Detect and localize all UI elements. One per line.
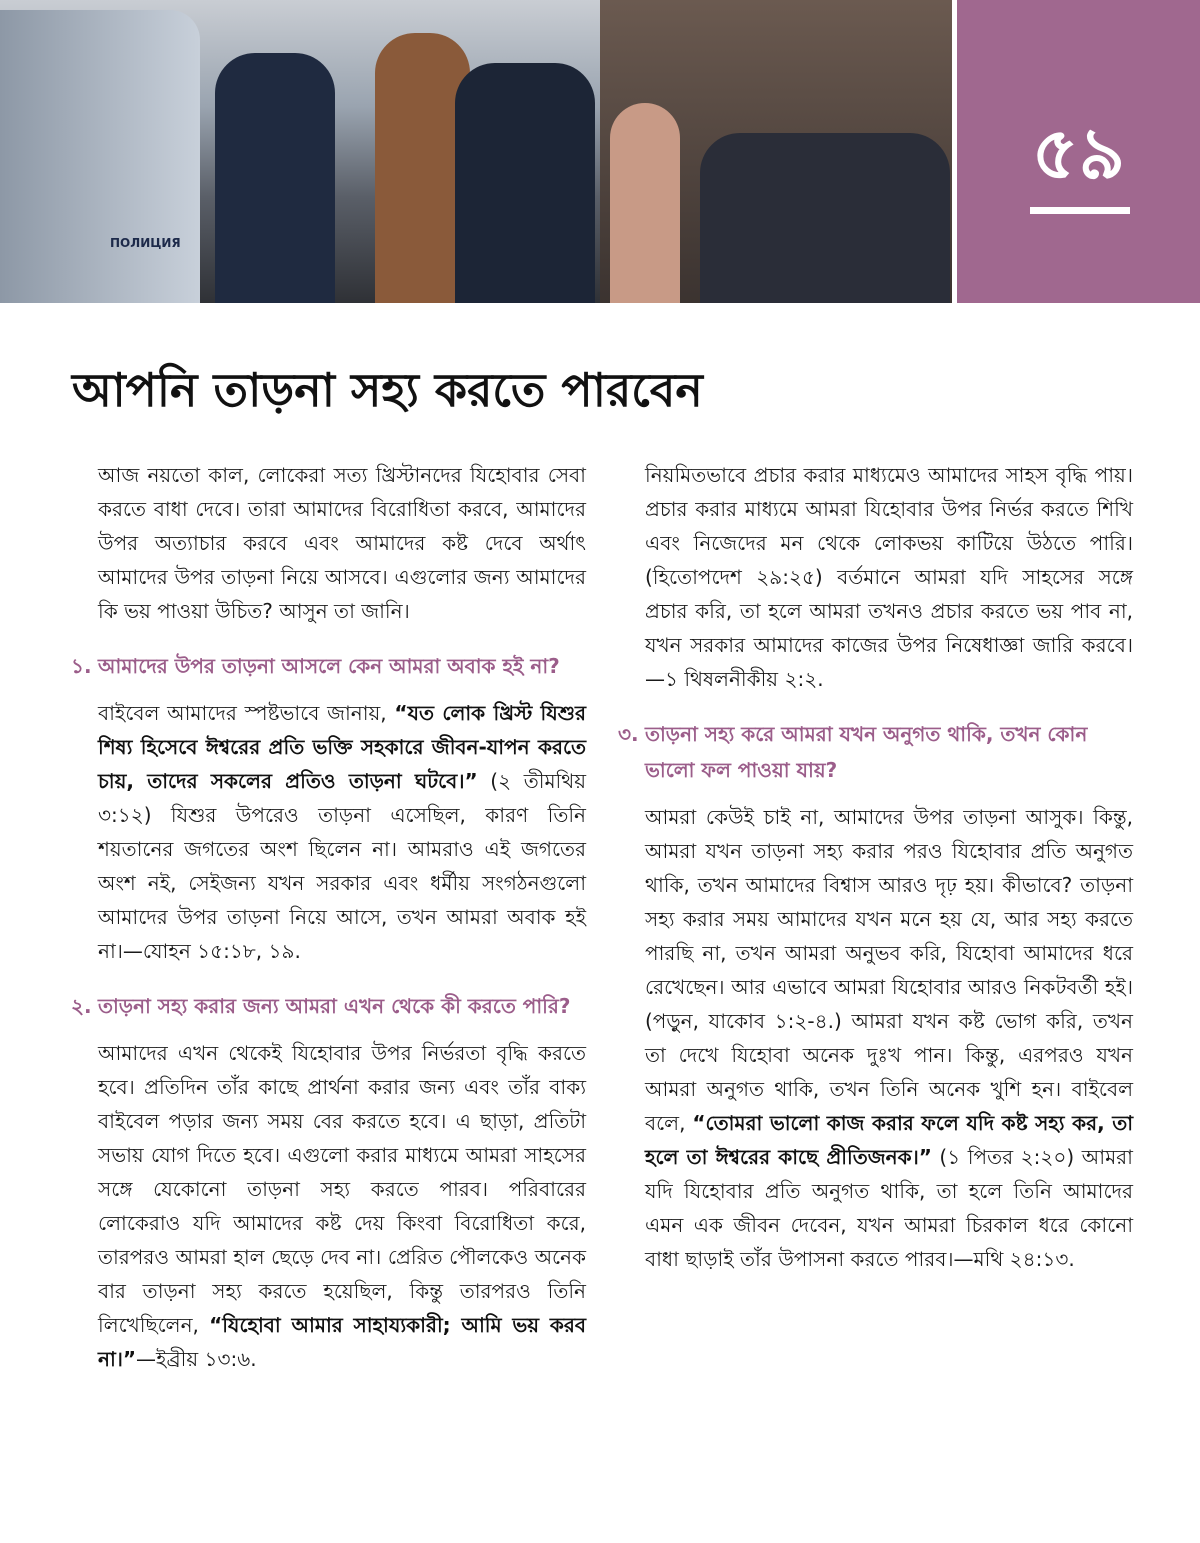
answer-paragraph xyxy=(645,800,1133,1276)
scripture-quote: “যত লোক খ্রিস্ট যিশুর শিষ্য হিসেবে ঈশ্বরের প্রতি ভক্তি সহকারে জীবন-যাপন করতে চায়, তাদের সকলের প্রতিও তাড়না ঘটবে।” xyxy=(98,701,586,793)
scripture-quote: “তোমরা ভালো কাজ করার ফলে যদি কষ্ট সহ্য কর, তা হলে তা ঈশ্বরের কাছে প্রীতিজনক।” xyxy=(645,1111,1134,1169)
question-number: ৩. xyxy=(618,722,639,746)
text-segment: বাইবেল আমাদের স্পষ্টভাবে জানায়, xyxy=(98,701,395,725)
question-text: আমাদের উপর তাড়না আসলে কেন আমরা অবাক হই না? xyxy=(98,654,560,678)
person xyxy=(610,103,680,303)
question-heading xyxy=(71,648,586,684)
answer-paragraph xyxy=(98,696,586,968)
question-text: তাড়না সহ্য করার জন্য আমরা এখন থেকে কী করতে পারি? xyxy=(98,994,571,1018)
text-segment: (১ পিতর ২:২০) আমরা যদি যিহোবার প্রতি অনুগত থাকি, তা হলে তিনি আমাদের এমন এক জীবন দেবেন, যখন আমরা চিরকাল ধরে কোনো বাধা ছাড়াই তাঁর উপাসনা করতে পারব।—মথি ২৪:১৩. xyxy=(645,1145,1133,1271)
badge-underline xyxy=(1030,207,1130,214)
lesson-number-badge xyxy=(957,0,1200,303)
police-van xyxy=(0,10,200,303)
text-segment: —ইব্রীয় ১৩:৬. xyxy=(136,1347,257,1371)
van-label: ПОЛИЦИЯ xyxy=(110,236,181,250)
page-title: আপনি তাড়না সহ্য করতে পারবেন xyxy=(72,363,703,417)
text-segment: (২ তীমথিয় ৩:১২) যিশুর উপরেও তাড়না এসেছিল, কারণ তিনি শয়তানের জগতের অংশ ছিলেন না। আমরাও এই জগতের অংশ নই, সেইজন্য যখন সরকার এবং ধর্মীয় সংগঠনগুলো আমাদের উপর তাড়না নিয়ে আসে, তখন আমরা অবাক হই না।—যোহন ১৫:১৮, ১৯. xyxy=(98,769,587,963)
header-photo xyxy=(0,0,952,303)
question-heading xyxy=(71,988,586,1024)
text-segment: আমরা কেউই চাই না, আমাদের উপর তাড়না আসুক। কিন্তু, আমরা যখন তাড়না সহ্য করার পরও যিহোবার প্রতি অনুগত থাকি, তখন আমাদের বিশ্বাস আরও দৃঢ় হয়। কীভাবে? তাড়না সহ্য করার সময় আমাদের যখন মনে হয় যে, আর সহ্য করতে পারছি না, তখন আমরা অনুভব করি, যিহোবা আমাদের ধরে রেখেছেন। আর এভাবে আমরা যিহোবার আরও নিকটবর্তী হই। (পড়ুন, যাকোব ১:২-৪.) আমরা যখন কষ্ট ভোগ করি, তখন তা দেখে যিহোবা অনেক দুঃখ পান। কিন্তু, এরপরও যখন আমরা অনুগত থাকি, তখন তিনি অনেক খুশি হন। বাইবেল বলে, xyxy=(645,805,1133,1135)
intro-paragraph: আজ নয়তো কাল, লোকেরা সত্য খ্রিস্টানদের যিহোবার সেবা করতে বাধা দেবে। তারা আমাদের বিরোধিতা করবে, আমাদের উপর অত্যাচার করবে এবং আমাদের কষ্ট দেবে অর্থাৎ আমাদের উপর তাড়না নিয়ে আসবে। এগুলোর জন্য আমাদের কি ভয় পাওয়া উচিত? আসুন তা জানি। xyxy=(98,463,586,623)
scripture-quote: “যিহোবা আমার সাহায্যকারী; আমি ভয় করব না।” xyxy=(98,1313,586,1371)
lesson-number: ৫৯ xyxy=(1031,111,1126,195)
answer-paragraph xyxy=(98,1036,586,1376)
person xyxy=(215,53,335,303)
question-number: ২. xyxy=(71,994,92,1018)
left-column xyxy=(71,458,587,1396)
question-text: তাড়না সহ্য করে আমরা যখন অনুগত থাকি, তখন কোন ভালো ফল পাওয়া যায়? xyxy=(645,722,1088,782)
question-number: ১. xyxy=(71,654,92,678)
answer-paragraph: নিয়মিতভাবে প্রচার করার মাধ্যমেও আমাদের সাহস বৃদ্ধি পায়। প্রচার করার মাধ্যমে আমরা যিহোবার উপর নির্ভর করতে শিখি এবং নিজেদের মন থেকে লোকভয় কাটিয়ে উঠতে পারি। (হিতোপদেশ ২৯:২৫) বর্তমানে আমরা যদি সাহসের সঙ্গে প্রচার করি, তা হলে আমরা তখনও প্রচার করতে ভয় পাব না, যখন সরকার আমাদের কাজের উপর নিষেধাজ্ঞা জারি করবে।—১ থিষলনীকীয় ২:২. xyxy=(645,463,1133,691)
right-column xyxy=(618,458,1134,1296)
question-heading xyxy=(618,716,1133,788)
person xyxy=(455,63,595,303)
text-segment: আমাদের এখন থেকেই যিহোবার উপর নির্ভরতা বৃদ্ধি করতে হবে। প্রতিদিন তাঁর কাছে প্রার্থনা করার জন্য এবং তাঁর বাক্য বাইবেল পড়ার জন্য সময় বের করতে হবে। এ ছাড়া, প্রতিটা সভায় যোগ দিতে হবে। এগুলো করার মাধ্যমে আমরা সাহসের সঙ্গে যেকোনো তাড়না সহ্য করতে পারব। পরিবারের লোকেরাও যদি আমাদের কষ্ট দেয় কিংবা বিরোধিতা করে, তারপরও আমরা হাল ছেড়ে দেব না। প্রেরিত পৌলকেও অনেক বার তাড়না সহ্য করতে হয়েছিল, কিন্তু তারপরও তিনি লিখেছিলেন, xyxy=(98,1041,586,1337)
person xyxy=(700,133,950,303)
